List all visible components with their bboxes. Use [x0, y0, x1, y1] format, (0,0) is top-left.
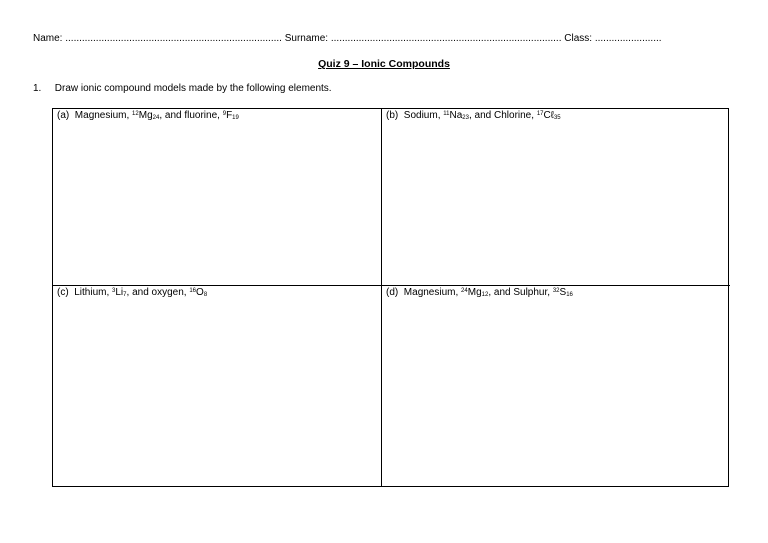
answer-grid: [52, 108, 729, 487]
atomic-superscript: 17: [536, 111, 544, 117]
atomic-superscript: 12: [132, 111, 139, 117]
question-1: [33, 83, 332, 95]
element-symbol: Mg: [467, 287, 482, 298]
element-symbol: Na: [449, 110, 463, 121]
surname-blank[interactable]: ...................................................................................: [330, 33, 562, 44]
answer-box-d[interactable]: [382, 286, 730, 486]
element-name: Magnesium,: [403, 287, 459, 298]
question-text: Draw ionic compound models made by the following elements.: [54, 83, 332, 94]
element-name: Magnesium,: [74, 110, 130, 121]
atomic-superscript: 11: [443, 111, 450, 117]
atomic-subscript: 23: [462, 115, 469, 121]
joiner-text: , and fluorine,: [159, 110, 220, 121]
atomic-subscript: 24: [152, 115, 160, 121]
quiz-title: Quiz 9 – Ionic Compounds: [318, 58, 450, 70]
atomic-subscript: 12: [481, 292, 489, 298]
name-blank[interactable]: ..............................................................................: [65, 33, 282, 44]
element-symbol: Cℓ: [543, 110, 554, 121]
atomic-subscript: 16: [566, 292, 573, 298]
name-label: Name:: [33, 33, 63, 44]
element-symbol: Mg: [138, 110, 153, 121]
element-symbol: O: [196, 287, 204, 298]
element-symbol: S: [559, 287, 567, 298]
atomic-superscript: 3: [112, 288, 116, 294]
atomic-superscript: 16: [189, 288, 197, 294]
class-blank[interactable]: ........................: [594, 33, 662, 44]
question-number: 1.: [33, 83, 42, 94]
answer-box-a[interactable]: [53, 109, 382, 286]
student-details-line: [33, 33, 733, 45]
part-label: (a): [57, 110, 70, 121]
joiner-text: , and Chlorine,: [468, 110, 535, 121]
atomic-subscript: 8: [203, 292, 208, 298]
element-name: Lithium,: [74, 287, 110, 298]
joiner-text: , and Sulphur,: [488, 287, 551, 298]
atomic-superscript: 9: [222, 111, 227, 117]
joiner-text: , and oxygen,: [126, 287, 187, 298]
part-label: (c): [57, 287, 69, 298]
atomic-subscript: 7: [123, 292, 127, 298]
atomic-subscript: 35: [553, 115, 561, 121]
element-symbol: Li: [115, 287, 124, 298]
part-label: (b): [386, 110, 399, 121]
answer-box-c[interactable]: [53, 286, 382, 486]
class-label: Class:: [564, 33, 593, 44]
element-symbol: F: [226, 110, 233, 121]
element-name: Sodium,: [403, 110, 441, 121]
atomic-subscript: 19: [232, 115, 239, 121]
atomic-superscript: 24: [461, 288, 468, 294]
part-label: (d): [386, 287, 399, 298]
surname-label: Surname:: [284, 33, 329, 44]
answer-box-b[interactable]: [382, 109, 730, 286]
atomic-superscript: 32: [552, 288, 560, 294]
